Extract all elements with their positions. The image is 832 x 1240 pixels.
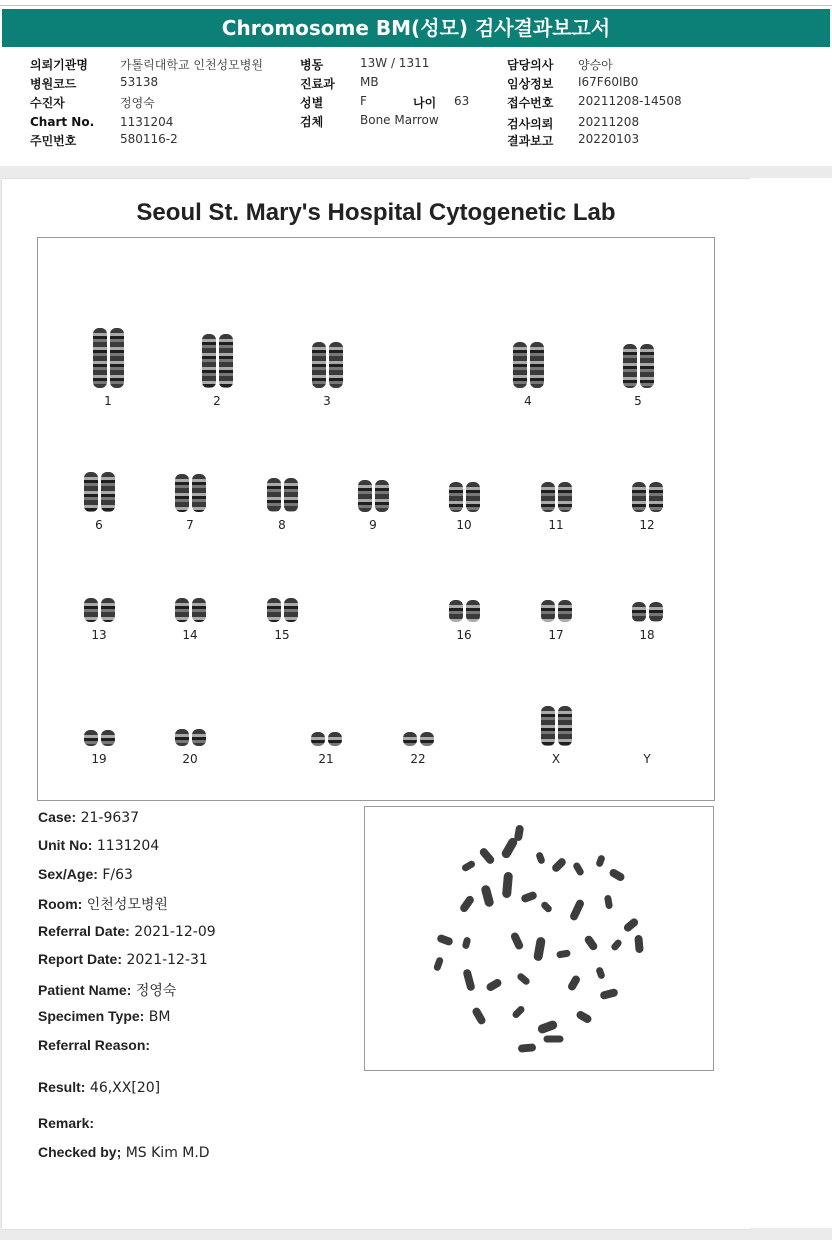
- chromosome-9: 9: [343, 480, 403, 532]
- right-margin: [750, 178, 832, 1228]
- chromosome-11: 11: [526, 482, 586, 532]
- room-row: Room: 인천성모병원: [38, 896, 168, 913]
- chromosome-22: 22: [388, 732, 448, 766]
- doctor-value: 양승아: [578, 58, 613, 72]
- chromosome-12: 12: [617, 482, 677, 532]
- result-date-value: 20220103: [578, 132, 640, 146]
- metaphase-chromosome: [540, 900, 553, 913]
- age-value: 63: [454, 94, 470, 108]
- chromosome-y: Y: [643, 752, 651, 766]
- metaphase-chromosome: [533, 936, 546, 961]
- metaphase-chromosome: [433, 956, 444, 972]
- metaphase-chromosome: [518, 1043, 537, 1053]
- report-date-row: Report Date: 2021-12-31: [38, 951, 208, 968]
- clinical-info-value: I67F60IB0: [578, 75, 639, 89]
- metaphase-chromosome: [634, 935, 644, 954]
- metaphase-chromosome: [462, 968, 475, 991]
- id-number-label: 주민번호: [30, 134, 77, 148]
- chromosome-21: 21: [296, 732, 356, 766]
- chromosome-8: 8: [252, 478, 312, 532]
- metaphase-chromosome: [461, 859, 477, 872]
- unit-no-row: Unit No: 1131204: [38, 837, 160, 854]
- age-label: 나이: [413, 96, 437, 110]
- department-value: MB: [360, 75, 379, 89]
- metaphase-chromosome: [595, 966, 606, 980]
- ward-value: 13W / 1311: [360, 56, 430, 70]
- checked-by-row: Checked by; MS Kim M.D: [38, 1144, 210, 1161]
- metaphase-chromosome: [471, 1006, 487, 1026]
- lab-title: Seoul St. Mary's Hospital Cytogenetic Lab: [136, 199, 616, 226]
- chromosome-19: 19: [69, 730, 129, 766]
- specimen-label: 검체: [300, 115, 324, 129]
- hospital-code-label: 병원코드: [30, 77, 77, 91]
- result-row: Result: 46,XX[20]: [38, 1079, 161, 1096]
- doctor-label: 담당의사: [507, 58, 554, 72]
- metaphase-chromosome: [459, 894, 476, 913]
- metaphase-chromosome: [462, 936, 472, 949]
- ward-label: 병동: [300, 58, 324, 72]
- metaphase-chromosome: [569, 898, 586, 921]
- metaphase-chromosome: [510, 931, 525, 951]
- accession-value: 20211208-14508: [578, 94, 682, 108]
- patient-value: 정영숙: [120, 96, 155, 110]
- chart-no-label: Chart No.: [30, 115, 95, 129]
- metaphase-chromosome: [572, 861, 585, 877]
- metaphase-chromosome: [537, 1019, 559, 1034]
- metaphase-chromosome: [599, 988, 618, 1000]
- report-header: [0, 0, 832, 167]
- metaphase-chromosome: [567, 974, 582, 992]
- metaphase-chromosome: [610, 938, 623, 952]
- metaphase-chromosome: [436, 934, 454, 947]
- specimen-type-row: Specimen Type: BM: [38, 1008, 171, 1025]
- sex-value: F: [360, 94, 367, 108]
- sex-label: 성별: [300, 96, 324, 110]
- chromosome-13: 13: [69, 598, 129, 642]
- result-date-label: 결과보고: [507, 134, 554, 148]
- chromosome-16: 16: [434, 600, 494, 642]
- metaphase-chromosome: [551, 857, 568, 874]
- chromosome-17: 17: [526, 600, 586, 642]
- chromosome-18: 18: [617, 602, 677, 642]
- metaphase-chromosome: [575, 1010, 593, 1025]
- case-row: Case: 21-9637: [38, 809, 140, 826]
- metaphase-chromosome: [478, 847, 496, 866]
- chromosome-3: 3: [297, 342, 357, 408]
- specimen-value: Bone Marrow: [360, 113, 439, 127]
- karyogram-panel: [37, 237, 715, 801]
- chromosome-1: 1: [78, 328, 138, 408]
- metaphase-chromosome: [502, 872, 513, 899]
- chromosome-20: 20: [160, 729, 220, 766]
- metaphase-chromosome: [520, 891, 538, 904]
- report-title: Chromosome BM(성모) 검사결과보고서: [2, 9, 830, 47]
- hospital-name-label: 의뢰기관명: [30, 58, 88, 72]
- chromosome-x: X: [526, 706, 586, 766]
- metaphase-chromosome: [608, 868, 626, 883]
- referral-reason-row: Referral Reason:: [38, 1037, 151, 1053]
- metaphase-chromosome: [480, 884, 494, 908]
- chromosome-2: 2: [187, 334, 247, 408]
- metaphase-chromosome: [583, 934, 599, 952]
- metaphase-chromosome: [516, 972, 531, 986]
- header-divider: [0, 5, 832, 6]
- metaphase-chromosome: [514, 824, 525, 841]
- hospital-name-value: 가톨릭대학교 인천성모병원: [120, 58, 263, 72]
- metaphase-chromosome: [595, 854, 606, 868]
- chart-no-value: 1131204: [120, 115, 174, 129]
- section-gap: [0, 166, 832, 178]
- department-label: 진료과: [300, 77, 335, 91]
- metaphase-chromosome: [485, 978, 503, 993]
- patient-name-row: Patient Name: 정영숙: [38, 982, 177, 999]
- metaphase-chromosome: [622, 917, 639, 933]
- metaphase-chromosome: [556, 949, 571, 958]
- id-number-value: 580116-2: [120, 132, 178, 146]
- remark-row: Remark:: [38, 1115, 95, 1131]
- chromosome-4: 4: [498, 342, 558, 408]
- clinical-info-label: 임상정보: [507, 77, 554, 91]
- chromosome-7: 7: [160, 474, 220, 532]
- cytogenetic-report: [1, 178, 751, 1230]
- hospital-code-value: 53138: [120, 75, 159, 89]
- metaphase-chromosome: [604, 894, 613, 909]
- request-date-label: 검사의뢰: [507, 117, 554, 131]
- metaphase-chromosome: [544, 1036, 564, 1043]
- chromosome-14: 14: [160, 598, 220, 642]
- metaphase-image: [364, 806, 714, 1071]
- chromosome-6: 6: [69, 472, 129, 532]
- chromosome-15: 15: [252, 598, 312, 642]
- chromosome-5: 5: [608, 344, 668, 408]
- patient-label: 수진자: [30, 96, 65, 110]
- metaphase-chromosome: [535, 851, 546, 865]
- sex-age-row: Sex/Age: F/63: [38, 866, 133, 883]
- chromosome-10: 10: [434, 482, 494, 532]
- request-date-value: 20211208: [578, 115, 640, 129]
- referral-date-row: Referral Date: 2021-12-09: [38, 923, 216, 940]
- accession-label: 접수번호: [507, 96, 554, 110]
- metaphase-chromosome: [511, 1005, 526, 1020]
